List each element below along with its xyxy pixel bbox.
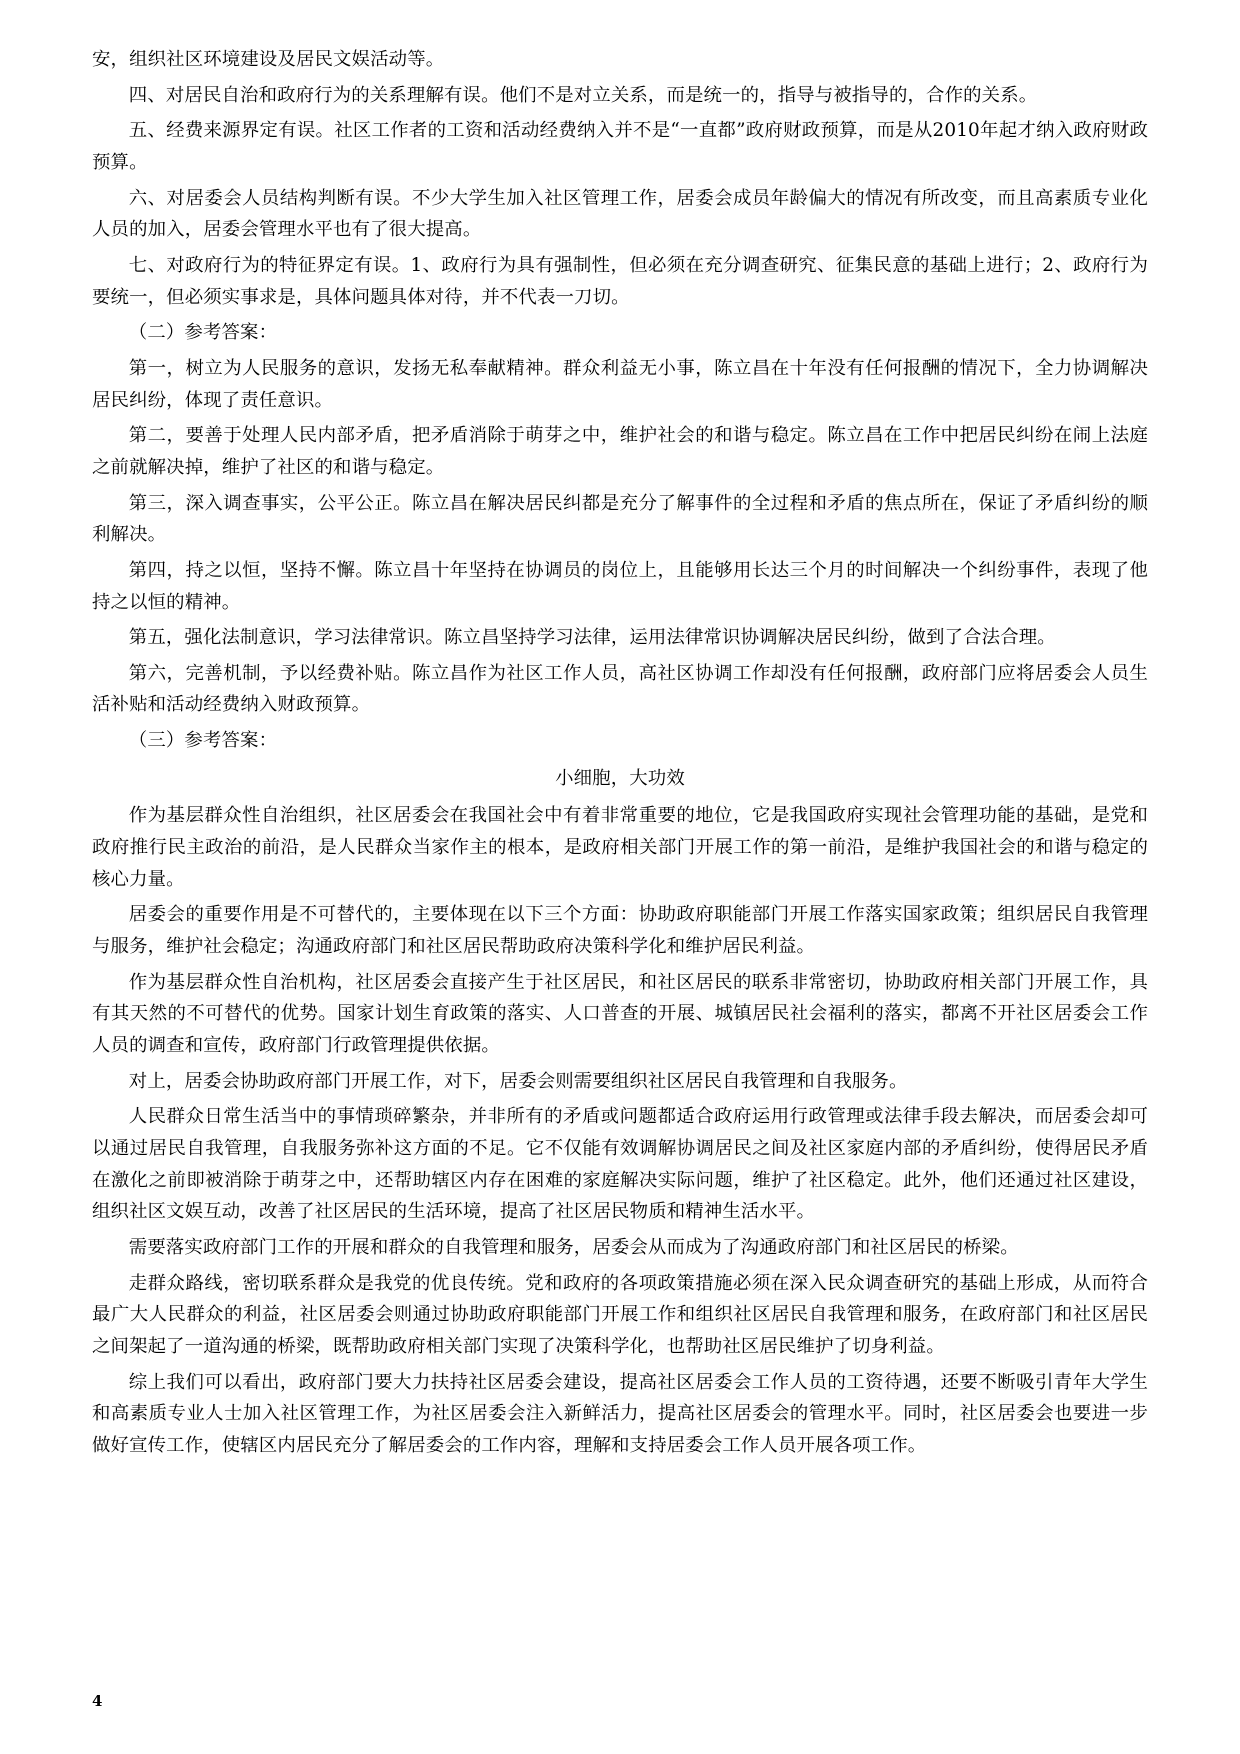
paragraph-answer-six: 第六，完善机制，予以经费补贴。陈立昌作为社区工作人员，高社区协调工作却没有任何报酬，政府部门应将居委会人员生活补贴和活动经费纳入财政预算。 <box>92 662 1148 716</box>
paragraph-item-six: 六、对居委会人员结构判断有误。不少大学生加入社区管理工作，居委会成员年龄偏大的情况有所改变，而且高素质专业化人员的加入，居委会管理水平也有了很大提高。 <box>92 187 1148 241</box>
essay-paragraph-8: 综上我们可以看出，政府部门要大力扶持社区居委会建设，提高社区居委会工作人员的工资待遇，还要不断吸引青年大学生和高素质专业人士加入社区管理工作，为社区居委会注入新鲜活力，提高社区居委会的管理水平。同时，社区居委会也要进一步做好宣传工作，使辖区内居民充分了解居委会的工作内容，理解和支持居委会工作人员开展各项工作。 <box>92 1371 1148 1456</box>
essay-paragraph-7: 走群众路线，密切联系群众是我党的优良传统。党和政府的各项政策措施必须在深入民众调查研究的基础上形成，从而符合最广大人民群众的利益，社区居委会则通过协助政府职能部门开展工作和组织社区居民自我管理和服务，在政府部门和社区居民之间架起了一道沟通的桥梁，既帮助政府相关部门实现了决策科学化，也帮助社区居民维护了切身利益。 <box>92 1272 1148 1357</box>
section-heading-three: （三）参考答案： <box>128 730 278 752</box>
essay-paragraph-3: 作为基层群众性自治机构，社区居委会直接产生于社区居民，和社区居民的联系非常密切，协助政府相关部门开展工作，具有其天然的不可替代的优势。国家计划生育政策的落实、人口普查的开展、城镇居民社会福利的落实，都离不开社区居委会工作人员的调查和宣传，政府部门行政管理提供依据。 <box>92 971 1148 1057</box>
essay-title: 小细胞，大功效 <box>555 767 685 789</box>
essay-paragraph-4: 对上，居委会协助政府部门开展工作，对下，居委会则需要组织社区居民自我管理和自我服务。 <box>128 1070 908 1092</box>
essay-paragraph-1: 作为基层群众性自治组织，社区居委会在我国社会中有着非常重要的地位，它是我国政府实现社会管理功能的基础，是党和政府推行民主政治的前沿，是人民群众当家作主的根本，是政府相关部门开展工作的第一前沿，是维护我国社会的和谐与稳定的核心力量。 <box>92 805 1148 890</box>
paragraph-item-five: 五、经费来源界定有误。社区工作者的工资和活动经费纳入并不是“一直都”政府财政预算，而是从2010年起才纳入政府财政预算。 <box>92 120 1148 173</box>
essay-paragraph-5: 人民群众日常生活当中的事情琐碎繁杂，并非所有的矛盾或问题都适合政府运用行政管理或法律手段去解决，而居委会却可以通过居民自我管理，自我服务弥补这方面的不足。它不仅能有效调解协调居民之间及社区家庭内部的矛盾纠纷，使得居民矛盾在激化之前即被消除于萌芽之中，还帮助辖区内存在困难的家庭解决实际问题，维护了社区稳定。此外，他们还通过社区建设，组织社区文娱互动，改善了社区居民的生活环境，提高了社区居民物质和精神生活水平。 <box>92 1106 1148 1223</box>
paragraph-item-four: 四、对居民自治和政府行为的关系理解有误。他们不是对立关系，而是统一的，指导与被指导的，合作的关系。 <box>128 84 1038 106</box>
paragraph-answer-three: 第三，深入调查事实，公平公正。陈立昌在解决居民纠都是充分了解事件的全过程和矛盾的焦点所在，保证了矛盾纠纷的顺利解决。 <box>92 492 1148 546</box>
paragraph-continuation: 安，组织社区环境建设及居民文娱活动等。 <box>92 49 445 70</box>
section-heading-two: （二）参考答案： <box>128 322 278 344</box>
essay-paragraph-2: 居委会的重要作用是不可替代的，主要体现在以下三个方面：协助政府职能部门开展工作落实国家政策；组织居民自我管理与服务，维护社会稳定；沟通政府部门和社区居民帮助政府决策科学化和维护居民利益。 <box>92 904 1148 958</box>
paragraph-answer-five: 第五，强化法制意识，学习法律常识。陈立昌坚持学习法律，运用法律常识协调解决居民纠纷，做到了合法合理。 <box>128 627 1056 649</box>
paragraph-item-seven: 七、对政府行为的特征界定有误。1、政府行为具有强制性，但必须在充分调查研究、征集民意的基础上进行；2、政府行为要统一，但必须实事求是，具体问题具体对待，并不代表一刀切。 <box>92 254 1148 308</box>
paragraph-answer-two: 第二，要善于处理人民内部矛盾，把矛盾消除于萌芽之中，维护社会的和谐与稳定。陈立昌在工作中把居民纠纷在闹上法庭之前就解决掉，维护了社区的和谐与稳定。 <box>92 425 1148 478</box>
paragraph-answer-four: 第四，持之以恒，坚持不懈。陈立昌十年坚持在协调员的岗位上，且能够用长达三个月的时间解决一个纠纷事件，表现了他持之以恒的精神。 <box>92 559 1148 613</box>
paragraph-answer-one: 第一，树立为人民服务的意识，发扬无私奉献精神。群众利益无小事，陈立昌在十年没有任何报酬的情况下，全力协调解决居民纠纷，体现了责任意识。 <box>92 357 1148 411</box>
page-number: 4 <box>92 1692 103 1710</box>
essay-paragraph-6: 需要落实政府部门工作的开展和群众的自我管理和服务，居委会从而成为了沟通政府部门和社区居民的桥梁。 <box>128 1236 1019 1258</box>
